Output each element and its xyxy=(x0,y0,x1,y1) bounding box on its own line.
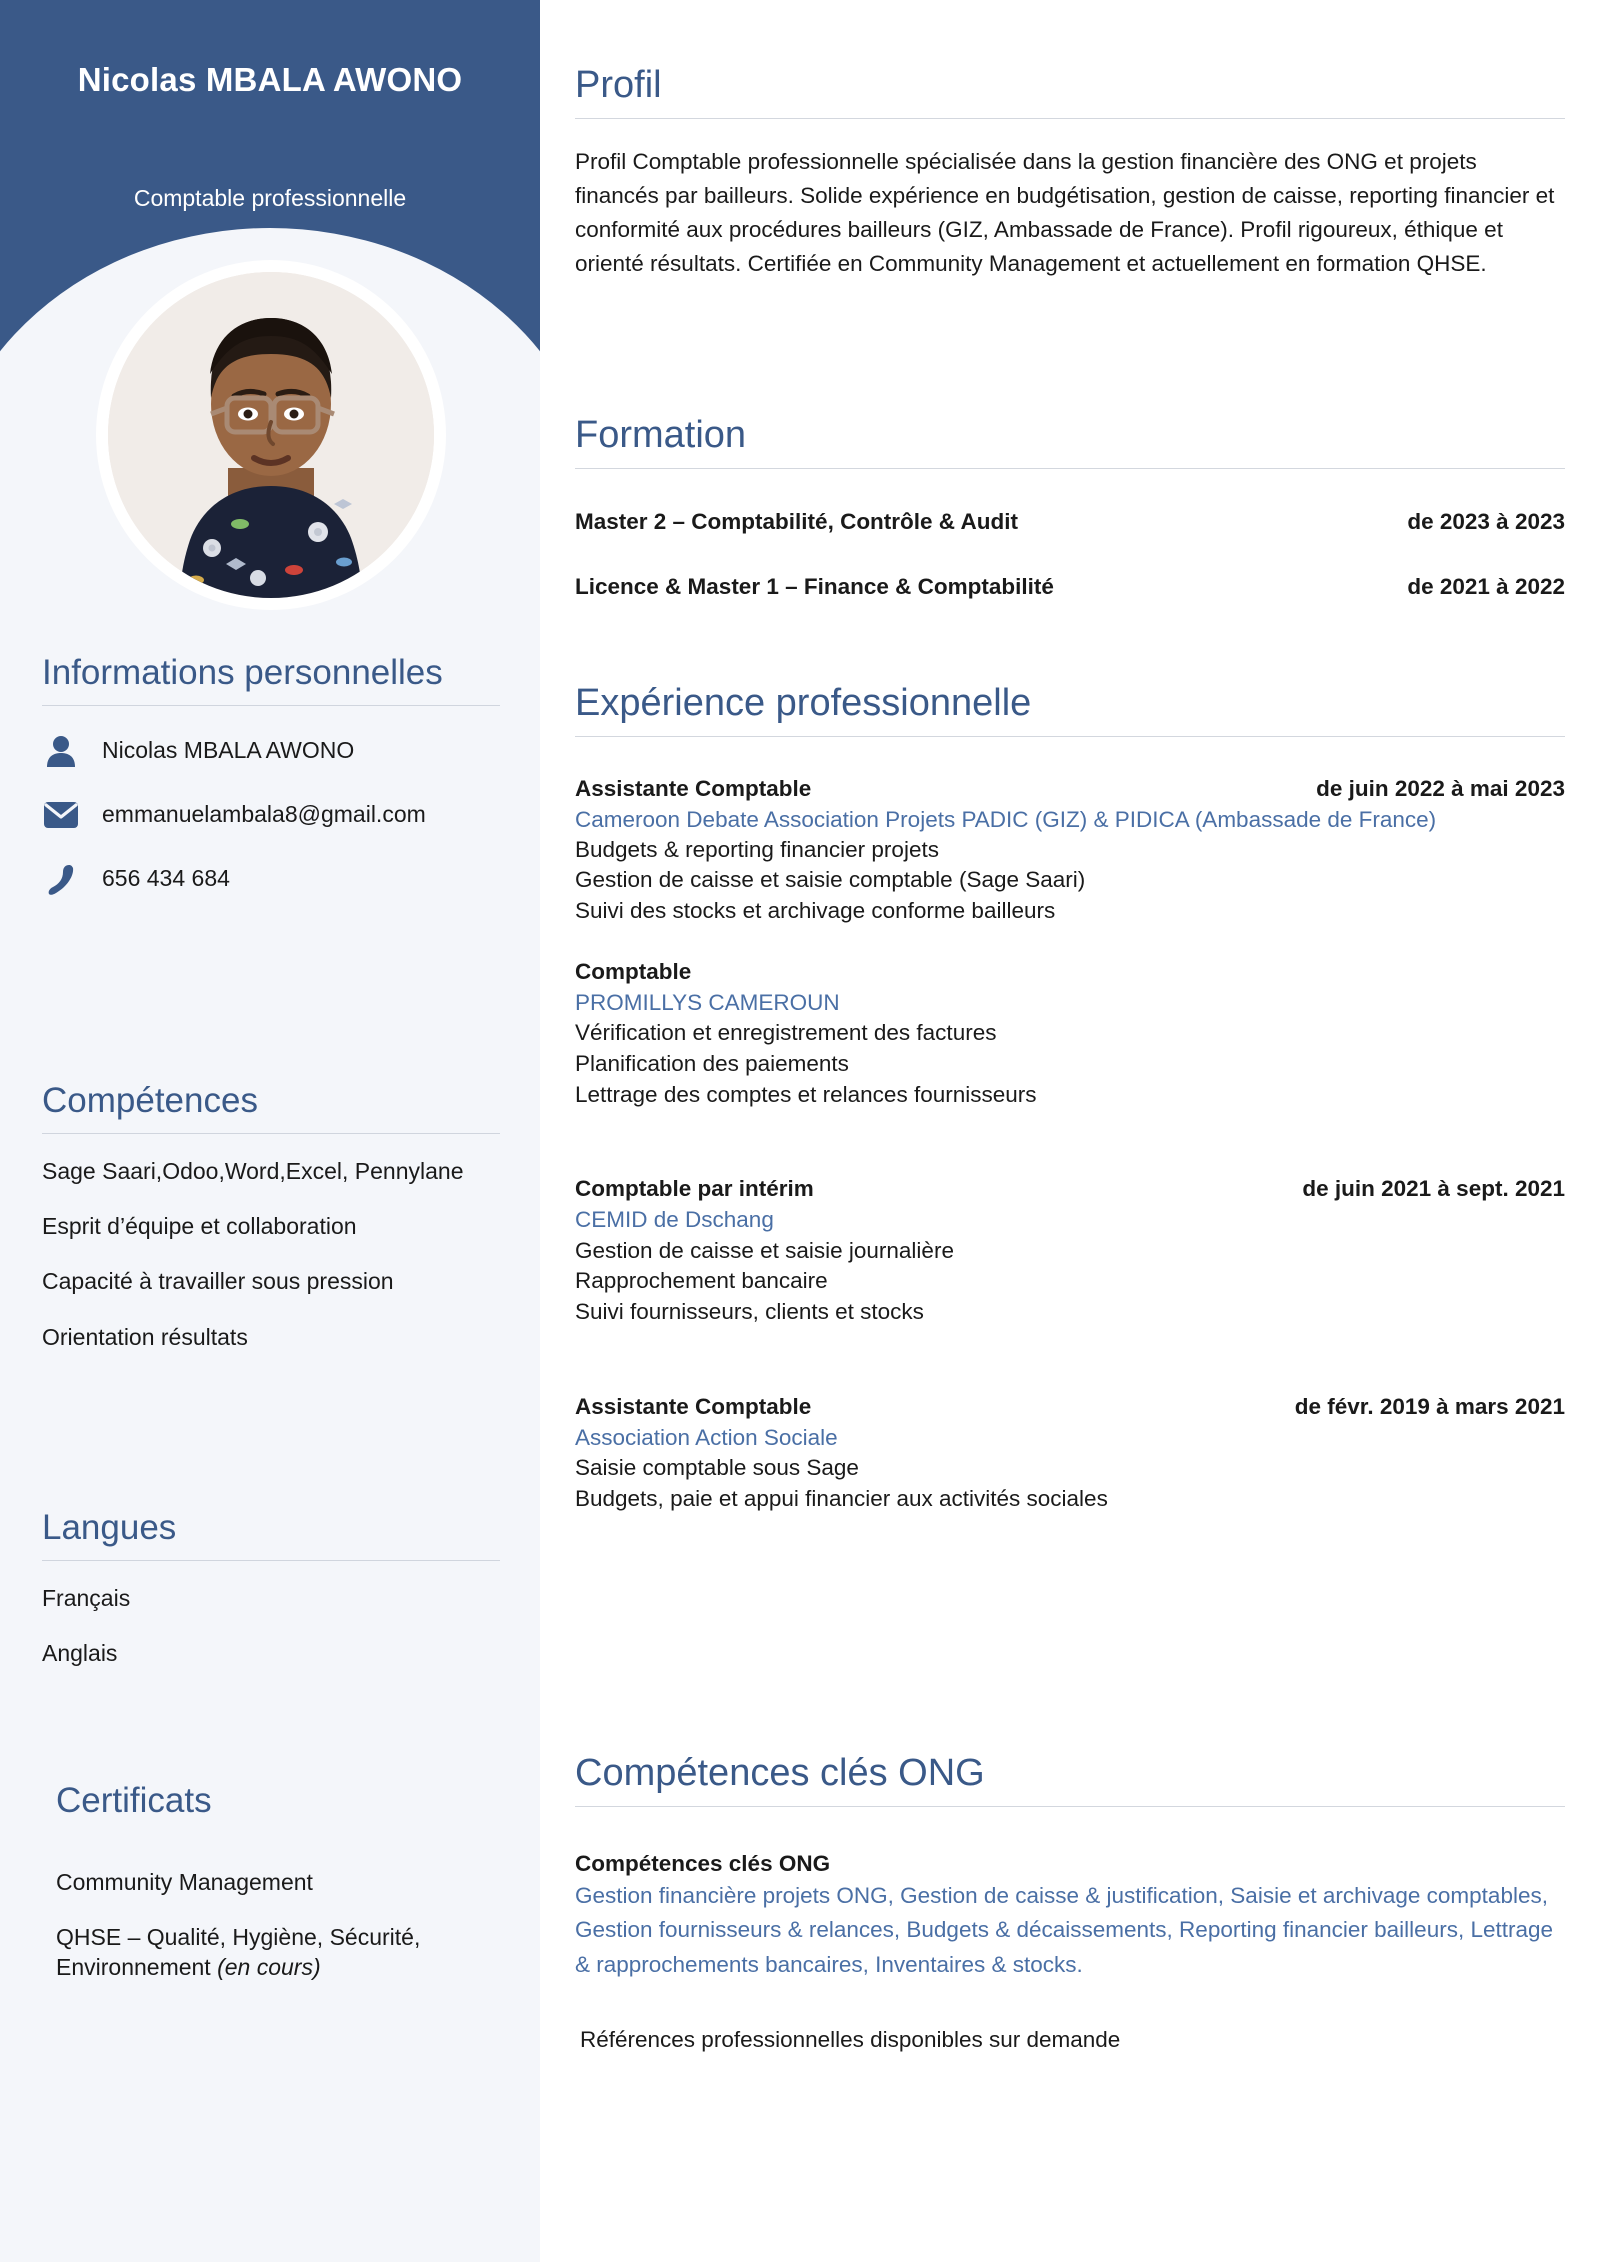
section-personal-info xyxy=(42,650,500,898)
experience-organization: Association Action Sociale xyxy=(575,1424,838,1450)
avatar-photo xyxy=(108,272,434,598)
contact-row-phone[interactable] xyxy=(42,860,500,898)
references-note: Références professionnelles disponibles sur demande xyxy=(580,2027,1121,2053)
person-icon xyxy=(42,732,80,770)
skill-item: Sage Saari,Odoo,Word,Excel, Pennylane xyxy=(42,1157,464,1184)
experience-entry xyxy=(575,959,1565,1110)
section-experience xyxy=(575,680,1565,1515)
languages-divider xyxy=(42,1560,500,1561)
experience-bullet: Planification des paiements xyxy=(575,1050,849,1076)
experience-date: de févr. 2019 à mars 2021 xyxy=(1294,1393,1565,1419)
experience-bullet: Vérification et enregistrement des factures xyxy=(575,1020,997,1046)
experience-organization: Cameroon Debate Association Projets PADIC (GIZ) & PIDICA (Ambassade de France) xyxy=(575,806,1437,832)
education-date: de 2021 à 2022 xyxy=(1407,573,1565,599)
profile-text: Profil Comptable professionnelle spécialisée dans la gestion financière des ONG et projets financés par bailleurs. Solide expérience en budgétisation, gestion de caisse, reporting financier et conformité aux procédures bailleurs (GIZ, Ambassade de France). Profil rigoureux, éthique et orienté résultats. Certifiée en Community Management et actuellement en formation QHSE. xyxy=(575,148,1555,277)
education-heading: Formation xyxy=(575,414,747,456)
skill-item: Esprit d’équipe et collaboration xyxy=(42,1212,357,1239)
experience-header xyxy=(575,1394,1565,1420)
experience-bullet: Gestion de caisse et saisie comptable (Sage Saari) xyxy=(575,867,1086,893)
certificate-note: (en cours) xyxy=(217,1954,321,1981)
section-key-skills xyxy=(575,1750,1565,2053)
personal-info-heading: Informations personnelles xyxy=(42,653,443,692)
sidebar xyxy=(0,0,540,2262)
experience-bullet: Lettrage des comptes et relances fournisseurs xyxy=(575,1081,1037,1107)
experience-bullet: Budgets & reporting financier projets xyxy=(575,836,939,862)
experience-entry xyxy=(575,1394,1565,1515)
envelope-icon xyxy=(42,796,80,834)
contact-name-value: Nicolas MBALA AWONO xyxy=(102,736,355,763)
experience-date: de juin 2022 à mai 2023 xyxy=(1316,775,1565,801)
experience-bullet: Rapprochement bancaire xyxy=(575,1268,828,1294)
key-skills-subtitle: Compétences clés ONG xyxy=(575,1850,831,1876)
certificates-heading: Certificats xyxy=(56,1781,212,1820)
contact-phone-value: 656 434 684 xyxy=(102,864,230,891)
section-education xyxy=(575,412,1565,600)
contact-email-value: emmanuelambala8@gmail.com xyxy=(102,800,426,827)
experience-bullet: Budgets, paie et appui financier aux activités sociales xyxy=(575,1485,1108,1511)
experience-bullet: Suivi fournisseurs, clients et stocks xyxy=(575,1299,924,1325)
experience-bullet: Gestion de caisse et saisie journalière xyxy=(575,1237,954,1263)
avatar xyxy=(96,260,446,610)
section-skills xyxy=(42,1078,500,1352)
education-divider xyxy=(575,468,1565,469)
section-profile xyxy=(575,62,1565,281)
education-title: Licence & Master 1 – Finance & Comptabilité xyxy=(575,573,1054,599)
candidate-job-title: Comptable professionnelle xyxy=(133,185,407,211)
skill-item: Orientation résultats xyxy=(42,1323,248,1350)
contact-row-email[interactable] xyxy=(42,796,500,834)
experience-title: Assistante Comptable xyxy=(575,775,812,801)
experience-organization: PROMILLYS CAMEROUN xyxy=(575,989,840,1015)
experience-organization: CEMID de Dschang xyxy=(575,1207,774,1233)
contact-row-name xyxy=(42,732,500,770)
skills-heading: Compétences xyxy=(42,1081,258,1120)
personal-info-divider xyxy=(42,705,500,706)
education-entry xyxy=(575,574,1565,600)
experience-header xyxy=(575,776,1565,802)
experience-entry xyxy=(575,1176,1565,1327)
education-date: de 2023 à 2023 xyxy=(1407,508,1565,534)
candidate-name: Nicolas MBALA AWONO xyxy=(77,61,463,98)
experience-bullet: Suivi des stocks et archivage conforme bailleurs xyxy=(575,898,1056,924)
certificate-item: Community Management xyxy=(56,1868,313,1895)
experience-title: Comptable xyxy=(575,958,692,984)
certificate-item xyxy=(56,1922,500,1983)
phone-icon xyxy=(42,860,80,898)
experience-heading: Expérience professionnelle xyxy=(575,682,1032,724)
experience-header xyxy=(575,1176,1565,1202)
certificate-text: QHSE – Qualité, Hygiène, Sécurité, Environnement xyxy=(56,1923,421,1981)
key-skills-divider xyxy=(575,1806,1565,1807)
skill-item: Capacité à travailler sous pression xyxy=(42,1268,394,1295)
languages-heading: Langues xyxy=(42,1508,177,1547)
education-entry xyxy=(575,509,1565,535)
language-item: Anglais xyxy=(42,1639,118,1666)
experience-date: de juin 2021 à sept. 2021 xyxy=(1302,1176,1565,1202)
section-certificates xyxy=(56,1778,500,1983)
key-skills-body: Gestion financière projets ONG, Gestion de caisse & justification, Saisie et archivage comptables, Gestion fournisseurs & relances, Budgets & décaissements, Reporting financier bailleurs, Lettrage & rapprochements bancaires, Inventaires & stocks. xyxy=(575,1882,1554,1978)
education-title: Master 2 – Comptabilité, Contrôle & Audit xyxy=(575,508,1018,534)
key-skills-heading: Compétences clés ONG xyxy=(575,1752,985,1794)
experience-divider xyxy=(575,736,1565,737)
skills-divider xyxy=(42,1133,500,1134)
section-languages xyxy=(42,1505,500,1668)
profile-heading: Profil xyxy=(575,64,662,106)
experience-title: Assistante Comptable xyxy=(575,1393,812,1419)
profile-divider xyxy=(575,118,1565,119)
experience-bullet: Saisie comptable sous Sage xyxy=(575,1455,859,1480)
experience-entry xyxy=(575,776,1565,927)
language-item: Français xyxy=(42,1584,131,1611)
main-content xyxy=(540,0,1600,2262)
experience-header xyxy=(575,959,1565,985)
experience-title: Comptable par intérim xyxy=(575,1176,814,1202)
